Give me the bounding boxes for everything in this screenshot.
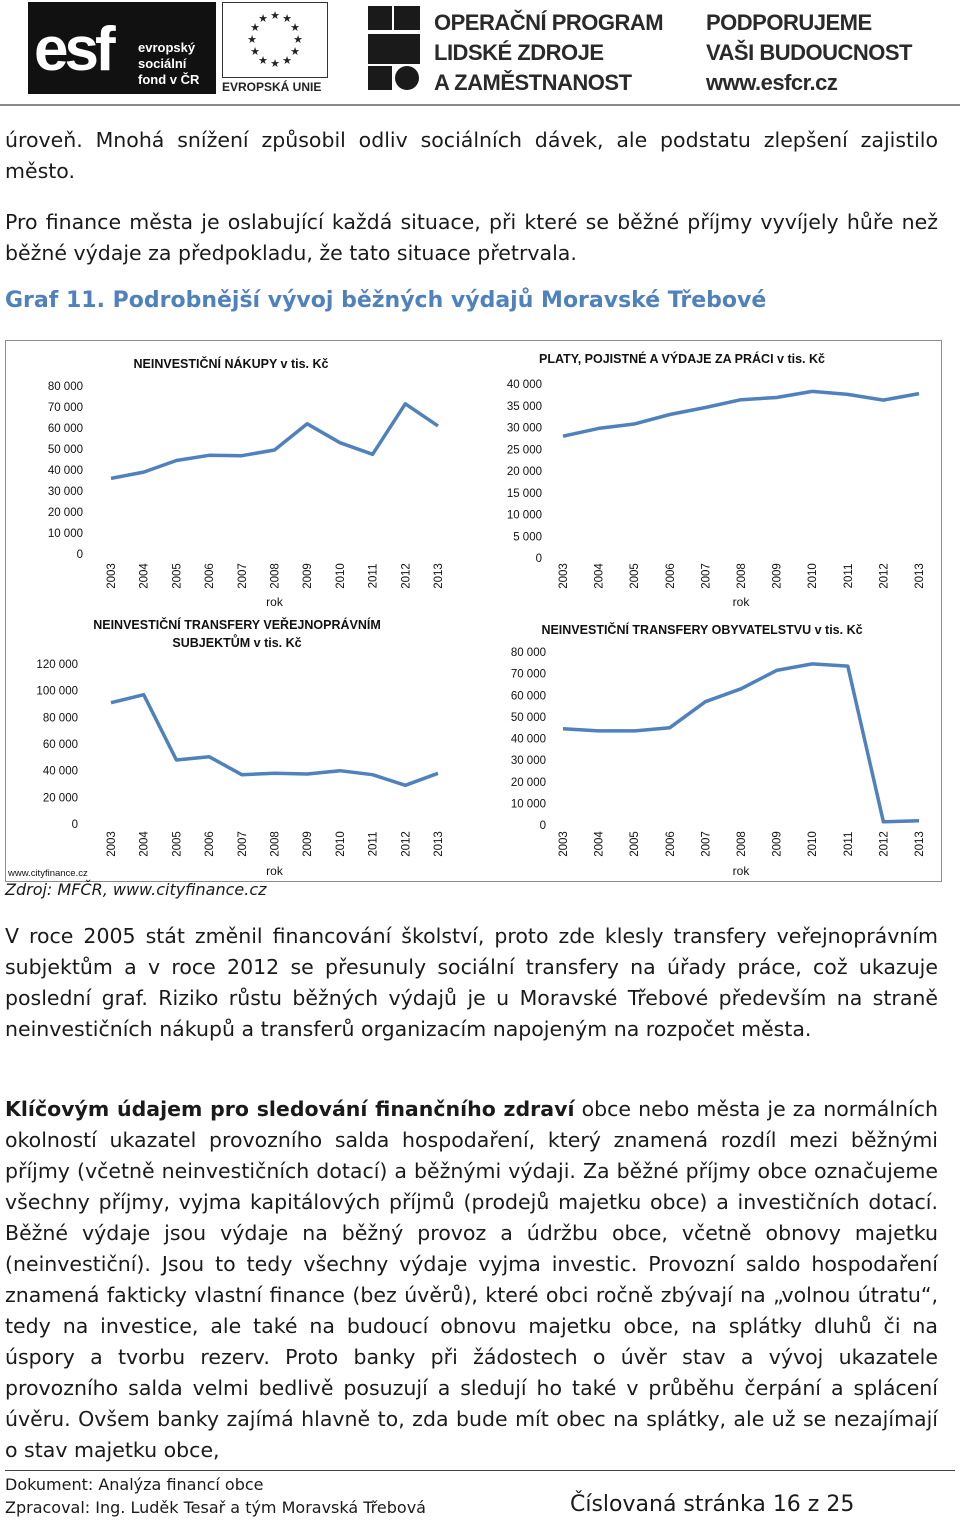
chart-1-ytick: 80 000	[47, 381, 83, 393]
chart-1-xtick: 2005	[171, 563, 184, 589]
chart-3-ytick: 120 000	[36, 659, 78, 671]
chart-3-xtick: 2012	[400, 831, 413, 857]
eu-label: EVROPSKÁ UNIE	[222, 80, 322, 94]
svg-text:★: ★	[247, 33, 257, 46]
op-program-text: OPERAČNÍ PROGRAM LIDSKÉ ZDROJE A ZAMĚSTNANOST	[434, 10, 664, 95]
paragraph-4	[5, 1094, 938, 1466]
svg-text:★: ★	[250, 45, 260, 58]
chart-4-ytick: 70 000	[510, 668, 546, 681]
footer-page-number: Číslovaná stránka 16 z 25	[570, 1492, 855, 1517]
chart-1-ytick: 30 000	[47, 486, 83, 498]
support-text: PODPORUJEME VAŠI BUDOUCNOST www.esfcr.cz	[706, 10, 912, 95]
chart-4-xtick: 2003	[558, 831, 570, 857]
chart-4-title: NEINVESTIČNÍ TRANSFERY OBYVATELSTVU v tis. Kč	[541, 623, 863, 637]
chart-4-xtick: 2004	[593, 831, 606, 857]
chart-2-ytick: 25 000	[506, 444, 542, 457]
chart-2-xtick: 2003	[558, 563, 570, 589]
chart-2-xtick: 2007	[700, 563, 713, 589]
chart-4-xtick: 2005	[629, 831, 642, 857]
chart-4-xtick: 2010	[807, 831, 820, 857]
chart-2-xtick: 2004	[593, 563, 606, 589]
svg-text:★: ★	[290, 21, 300, 34]
chart-2-xtick: 2011	[842, 563, 855, 589]
esf-logo-letters: esf	[34, 15, 112, 84]
paragraph-3: V roce 2005 stát změnil financování školství, proto zde klesly transfery veřejnoprávním subjektům a v roce 2012 se přesunuly sociální transfery na úřady práce, což ukazuje poslední graf. Riziko růstu běžných výdajů je u Moravské Třebové především na straně neinvestičních nákupů a transferů organizacím napojeným na rozpočet města.	[5, 924, 938, 1041]
svg-text:★: ★	[290, 45, 300, 58]
chart-4-xtick: 2008	[736, 831, 748, 857]
chart-3-xtick: 2009	[302, 831, 315, 857]
chart-2-ytick: 40 000	[506, 379, 542, 391]
chart-2-xlabel: rok	[732, 595, 750, 609]
chart-2-xtick: 2005	[629, 563, 642, 589]
chart-4-xlabel: rok	[732, 864, 750, 878]
chart-1-xtick: 2012	[400, 563, 413, 589]
chart-1-ytick: 50 000	[47, 444, 83, 456]
chart-3-xlabel: rok	[266, 864, 283, 878]
eu-flag-icon	[222, 2, 328, 78]
chart-3-ytick: 60 000	[42, 739, 78, 751]
footer-author: Zpracoval: Ing. Luděk Tesař a tým Moravská Třebová	[5, 1498, 426, 1517]
chart-4-xtick: 2013	[914, 831, 926, 857]
svg-text:★: ★	[270, 57, 280, 70]
paragraph-4-bold: Klíčovým údajem pro sledování finančního zdraví	[5, 1097, 575, 1121]
chart-1-ytick: 70 000	[47, 402, 83, 414]
chart-1-xtick: 2008	[269, 563, 282, 589]
chart-3-xtick: 2003	[106, 831, 118, 857]
chart-2-ytick: 30 000	[506, 422, 542, 435]
op-logo-icon	[362, 2, 426, 94]
chart-2-series-line	[563, 391, 919, 436]
chart-2-ytick: 15 000	[506, 487, 542, 500]
chart-4-xtick: 2011	[842, 831, 855, 857]
page-header	[0, 0, 960, 100]
chart-4-ytick: 0	[539, 820, 546, 832]
chart-2-ytick: 10 000	[506, 509, 542, 522]
chart-1-xtick: 2009	[302, 563, 315, 589]
chart-3-ytick: 100 000	[36, 685, 78, 698]
chart-3-series-line	[111, 695, 438, 786]
chart-2-ytick: 35 000	[506, 400, 542, 413]
chart-2-xtick: 2012	[878, 563, 891, 589]
source-note: Zdroj: MFČR, www.cityfinance.cz	[5, 880, 267, 899]
svg-text:★: ★	[282, 12, 292, 25]
chart-4-ytick: 80 000	[510, 647, 546, 659]
chart-3-title: NEINVESTIČNÍ TRANSFERY VEŘEJNOPRÁVNÍM SUBJEKTŮM v tis. Kč	[93, 618, 381, 650]
footer-document: Dokument: Analýza financí obce	[5, 1475, 264, 1494]
chart-1-xtick: 2011	[367, 563, 380, 589]
chart-3-ytick: 80 000	[42, 712, 78, 725]
chart-3-xtick: 2013	[433, 831, 445, 857]
chart-3-ytick: 40 000	[42, 765, 78, 778]
charts-svg	[6, 341, 941, 881]
graph-title: Graf 11. Podrobnější vývoj běžných výdajů Moravské Třebové	[5, 288, 767, 313]
paragraph-2: Pro finance města je oslabující každá situace, při které se běžné příjmy vyvíjely hůře než běžné výdaje za předpokladu, že tato situace přetrvala.	[5, 210, 938, 265]
chart-3-xtick: 2005	[171, 831, 184, 857]
chart-3-xtick: 2007	[236, 831, 249, 857]
chart-4-xtick: 2007	[700, 831, 713, 857]
chart-3-ytick: 20 000	[42, 792, 78, 805]
chart-1-series-line	[111, 404, 438, 479]
chart-1-ytick: 20 000	[47, 507, 83, 519]
svg-text:★: ★	[270, 9, 280, 22]
esf-logo-text: evropský sociální fond v ČR	[138, 40, 200, 87]
chart-4-series-line	[563, 664, 919, 822]
chart-4-ytick: 50 000	[510, 711, 546, 724]
svg-text:★: ★	[282, 54, 292, 67]
chart-4-ytick: 40 000	[510, 733, 546, 746]
chart-4-xtick: 2012	[878, 831, 891, 857]
chart-2-xtick: 2006	[664, 563, 677, 589]
header-divider	[0, 104, 960, 106]
svg-text:★: ★	[250, 21, 260, 34]
chart-4-xtick: 2006	[664, 831, 677, 857]
chart-1-title: NEINVESTIČNÍ NÁKUPY v tis. Kč	[133, 357, 329, 371]
chart-2-xtick: 2013	[914, 563, 926, 589]
chart-4-ytick: 60 000	[510, 690, 546, 703]
svg-text:★: ★	[293, 33, 303, 46]
chart-1-xlabel: rok	[266, 595, 283, 609]
chart-1-ytick: 0	[76, 549, 83, 561]
chart-2-ytick: 5 000	[513, 531, 542, 544]
chart-4-ytick: 20 000	[510, 776, 546, 789]
chart-1-xtick: 2004	[138, 563, 151, 589]
chart-3-ytick: 0	[71, 819, 78, 831]
chart-3-xtick: 2010	[334, 831, 347, 857]
chart-4-ytick: 10 000	[510, 798, 546, 811]
footer-divider	[5, 1470, 955, 1471]
chart-2-title: PLATY, POJISTNÉ A VÝDAJE ZA PRÁCI v tis. Kč	[539, 352, 825, 366]
chart-2-ytick: 0	[535, 553, 542, 565]
chart-1-xtick: 2003	[106, 563, 118, 589]
chart-1-xtick: 2006	[204, 563, 217, 589]
chart-4-ytick: 30 000	[510, 755, 546, 768]
chart-1-ytick: 10 000	[47, 528, 83, 540]
chart-2-ytick: 20 000	[506, 466, 542, 478]
charts-figure	[5, 340, 942, 882]
chart-1-xtick: 2010	[334, 563, 347, 589]
chart-2-xtick: 2010	[807, 563, 820, 589]
svg-text:★: ★	[258, 12, 268, 25]
chart-4-xtick: 2009	[771, 831, 784, 857]
svg-text:★: ★	[258, 54, 268, 67]
paragraph-4-rest: obce nebo města je za normálních okolností ukazatel provozního salda hospodaření, který znamená rozdíl mezi běžnými příjmy (včetně neinvestičních dotací) a běžnými výdaji. Za běžné příjmy obce označujeme všechny příjmy, vyjma kapitálových příjmů (prodejů majetku obce) a investičních dotací. Běžné výdaje jsou výdaje na běžný provoz a údržbu obce, včetně obnovy majetku (neinvestiční). Jsou to tedy všechny výdaje vyjma investic. Provozní saldo hospodaření znamená fakticky vlastní finance (bez úvěrů), které obci ročně zbývají na „volnou útratu“, tedy na investice, ale také na budoucí obnovu majetku obce, na splátky dluhů či na úspory a tvorbu rezerv. Proto banky při žádostech o úvěr stav a vývoj ukazatele provozního salda velmi bedlivě posuzují a sledují ho také v průběhu čerpání a splácení úvěru. Ovšem banky zajímá hlavně to, zda bude mít obec na splátky, ale už se nezajímají o stav majetku obce,	[5, 1097, 938, 1462]
chart-1-xtick: 2013	[433, 563, 445, 589]
chart-3-xtick: 2011	[367, 831, 380, 857]
chart-1-xtick: 2007	[236, 563, 249, 589]
chart-3-xtick: 2006	[204, 831, 217, 857]
chart-2-xtick: 2009	[771, 563, 784, 589]
chart-3-xtick: 2004	[138, 831, 151, 857]
chart-1-ytick: 60 000	[47, 423, 83, 435]
chart-2-xtick: 2008	[736, 563, 748, 589]
paragraph-1: úroveň. Mnohá snížení způsobil odliv sociálních dávek, ale podstatu zlepšení zajistilo město.	[5, 128, 938, 183]
watermark: www.cityfinance.cz	[8, 868, 88, 879]
chart-3-xtick: 2008	[269, 831, 282, 857]
chart-1-ytick: 40 000	[47, 465, 83, 477]
